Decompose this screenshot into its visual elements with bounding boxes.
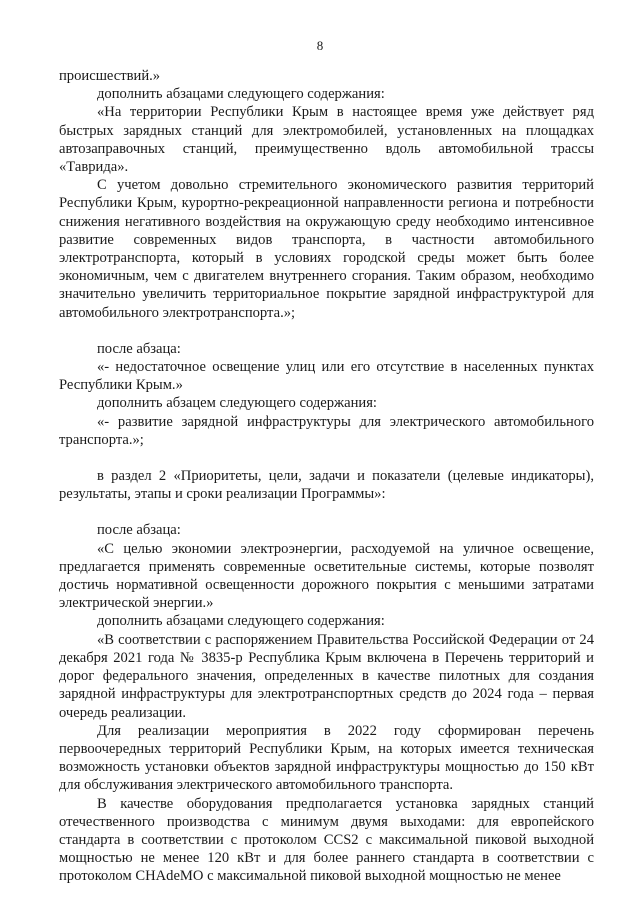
paragraph: С учетом довольно стремительного экономического развития территорий Республики Крым, курортно-рекреационной направленности региона и потребности снижения негативного воздействия на окружающую среду необходимо интенсивное развитие современных видов транспорта, в частности автомобильного электротранспорта, который в условиях городской среды может быть более экономичным, чем с двигателем внутреннего сгорания. Таким образом, необходимо значительно увеличить территориальное покрытие зарядной инфраструктурой для автомобильного электротранспорта.»; — [59, 177, 594, 321]
paragraph: В качестве оборудования предполагается установка зарядных станций отечественного производства с минимум двумя выходами: для европейского стандарта в соответствии с протоколом CCS2 с максимальной пиковой выходной мощностью не менее 120 кВт и для более раннего стандарта в соответствии с протоколом CHAdeMO с максимальной пиковой выходной мощностью не менее — [59, 795, 594, 885]
paragraph: «С целью экономии электроэнергии, расходуемой на уличное освещение, предлагается применять современные осветительные системы, которые позволят достичь нормативной освещенности дорожного покрытия с меньшими затратами электрической энергии.» — [59, 540, 594, 612]
document-body — [59, 67, 594, 886]
paragraph: «В соответствии с распоряжением Правительства Российской Федерации от 24 декабря 2021 года № 3835-р Республика Крым включена в Перечень территорий и дорог федерального значения, определенных в качестве пилотных для создания зарядной инфраструктуры для электротранспортных средств до 2024 года – первая очередь реализации. — [59, 631, 594, 721]
paragraph: происшествий.» — [59, 68, 161, 84]
paragraph-gap — [59, 503, 594, 521]
paragraph: дополнить абзацами следующего содержания: — [97, 86, 385, 103]
paragraph: дополнить абзацем следующего содержания: — [97, 395, 377, 412]
paragraph: «- недостаточное освещение улиц или его отсутствие в населенных пунктах Республики Крым.» — [59, 359, 594, 394]
paragraph: Для реализации мероприятия в 2022 году сформирован перечень первоочередных территорий Республики Крым, на которых имеется техническая возможность установки объектов зарядной инфраструктуры мощностью до 150 кВт для обслуживания электрического автомобильного транспорта. — [59, 722, 594, 794]
paragraph: после абзаца: — [97, 522, 181, 539]
paragraph-gap — [59, 449, 594, 467]
page-number: 8 — [316, 38, 324, 53]
paragraph: в раздел 2 «Приоритеты, цели, задачи и показатели (целевые индикаторы), результаты, этапы и сроки реализации Программы»: — [59, 468, 594, 503]
paragraph-gap — [59, 322, 594, 340]
paragraph: «- развитие зарядной инфраструктуры для электрического автомобильного транспорта.»; — [59, 413, 594, 448]
paragraph: «На территории Республики Крым в настоящее время уже действует ряд быстрых зарядных станций для электромобилей, установленных на площадках автозаправочных станций, преимущественно вдоль автомобильной трассы «Таврида». — [59, 104, 594, 176]
paragraph: после абзаца: — [97, 340, 181, 357]
paragraph: дополнить абзацами следующего содержания: — [97, 613, 385, 630]
